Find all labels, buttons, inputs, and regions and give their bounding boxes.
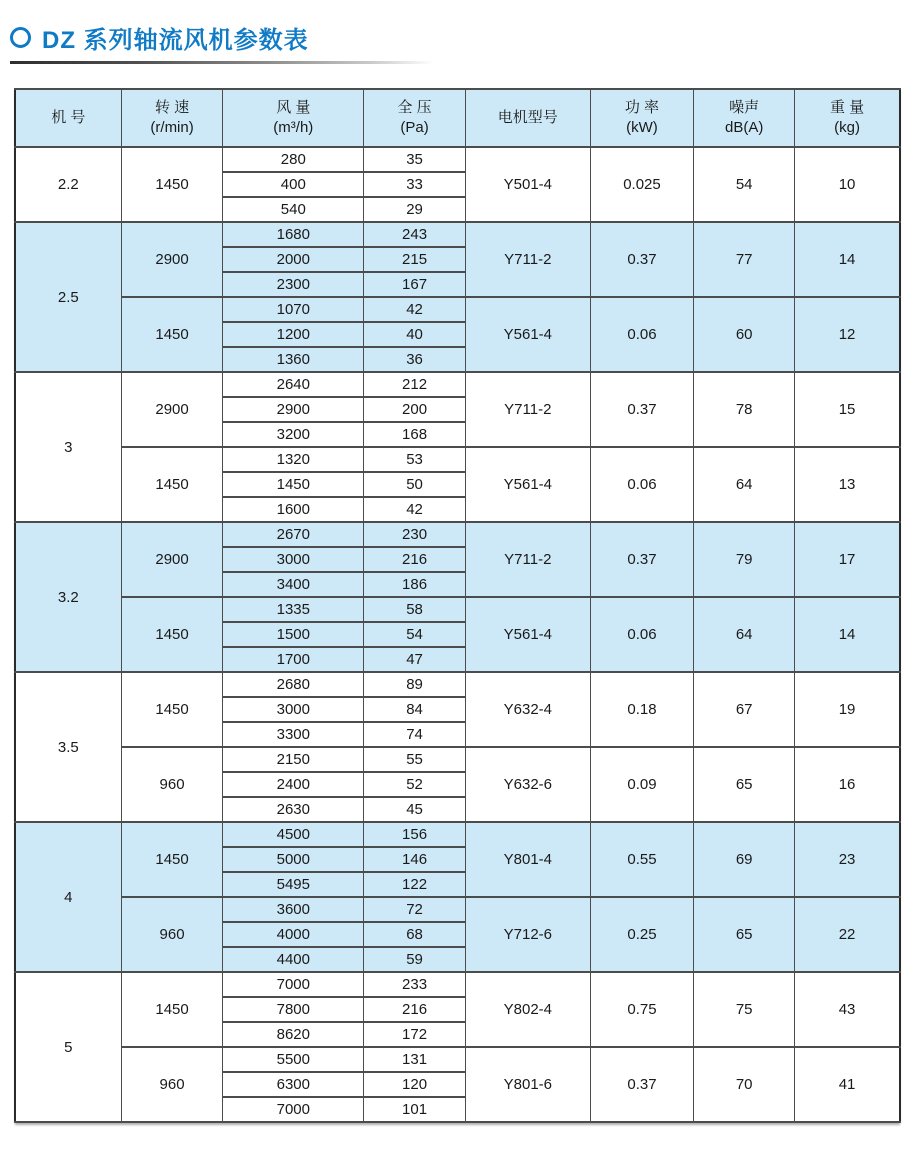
cell-airflow: 2680 (223, 672, 364, 697)
cell-pressure: 230 (364, 522, 466, 547)
cell-weight: 15 (795, 372, 900, 447)
column-header-label: 风 量 (276, 99, 311, 116)
cell-pressure: 47 (364, 647, 466, 672)
cell-power: 0.09 (590, 747, 694, 822)
cell-pressure: 84 (364, 697, 466, 722)
cell-pressure: 72 (364, 897, 466, 922)
cell-power: 0.06 (590, 447, 694, 522)
cell-power: 0.025 (590, 147, 694, 222)
cell-airflow: 6300 (223, 1072, 364, 1097)
cell-pressure: 122 (364, 872, 466, 897)
cell-pressure: 172 (364, 1022, 466, 1047)
column-header-label: 全 压 (397, 99, 432, 116)
cell-noise: 70 (694, 1047, 795, 1122)
cell-noise: 75 (694, 972, 795, 1047)
cell-fan-size: 5 (15, 972, 121, 1122)
cell-pressure: 120 (364, 1072, 466, 1097)
cell-pressure: 168 (364, 422, 466, 447)
cell-weight: 16 (795, 747, 900, 822)
column-header-unit: (m³/h) (273, 119, 314, 136)
cell-fan-size: 2.2 (15, 147, 121, 222)
cell-weight: 13 (795, 447, 900, 522)
cell-motor-model: Y561-4 (465, 447, 590, 522)
cell-pressure: 74 (364, 722, 466, 747)
cell-airflow: 2000 (223, 247, 364, 272)
column-header-unit: (Pa) (400, 119, 429, 136)
cell-noise: 69 (694, 822, 795, 897)
cell-airflow: 3000 (223, 697, 364, 722)
table-row (15, 597, 900, 622)
cell-power: 0.06 (590, 297, 694, 372)
cell-motor-model: Y711-2 (465, 372, 590, 447)
column-header-4 (465, 89, 590, 147)
cell-pressure: 212 (364, 372, 466, 397)
cell-motor-model: Y501-4 (465, 147, 590, 222)
cell-airflow: 3300 (223, 722, 364, 747)
cell-weight: 10 (795, 147, 900, 222)
cell-fan-size: 3.5 (15, 672, 121, 822)
cell-motor-model: Y632-4 (465, 672, 590, 747)
cell-pressure: 40 (364, 322, 466, 347)
cell-airflow: 1680 (223, 222, 364, 247)
page-title: DZ 系列轴流风机参数表 (42, 27, 309, 54)
cell-motor-model: Y632-6 (465, 747, 590, 822)
column-header-7 (795, 89, 900, 147)
cell-pressure: 52 (364, 772, 466, 797)
cell-pressure: 167 (364, 272, 466, 297)
cell-speed: 960 (121, 897, 223, 972)
cell-noise: 65 (694, 897, 795, 972)
title-underline (10, 61, 434, 64)
cell-fan-size: 4 (15, 822, 121, 972)
cell-power: 0.06 (590, 597, 694, 672)
cell-fan-size: 2.5 (15, 222, 121, 372)
cell-pressure: 146 (364, 847, 466, 872)
cell-fan-size: 3 (15, 372, 121, 522)
cell-weight: 19 (795, 672, 900, 747)
cell-airflow: 2640 (223, 372, 364, 397)
cell-pressure: 216 (364, 997, 466, 1022)
column-header-unit: (r/min) (150, 119, 194, 136)
cell-pressure: 156 (364, 822, 466, 847)
cell-airflow: 2900 (223, 397, 364, 422)
cell-weight: 22 (795, 897, 900, 972)
cell-airflow: 3600 (223, 897, 364, 922)
cell-pressure: 58 (364, 597, 466, 622)
column-header-label: 重 量 (829, 99, 865, 116)
table-row (15, 672, 900, 697)
cell-speed: 1450 (121, 597, 223, 672)
bullet-circle-icon (10, 27, 31, 48)
cell-pressure: 89 (364, 672, 466, 697)
cell-pressure: 54 (364, 622, 466, 647)
cell-speed: 1450 (121, 672, 223, 747)
column-header-unit: (kg) (834, 119, 860, 136)
cell-pressure: 33 (364, 172, 466, 197)
cell-airflow: 4000 (223, 922, 364, 947)
column-header-2 (223, 89, 364, 147)
cell-noise: 67 (694, 672, 795, 747)
cell-weight: 14 (795, 222, 900, 297)
cell-motor-model: Y711-2 (465, 222, 590, 297)
column-header-label: 机 号 (51, 109, 86, 126)
table-row (15, 297, 900, 322)
cell-noise: 77 (694, 222, 795, 297)
cell-power: 0.37 (590, 1047, 694, 1122)
cell-airflow: 2670 (223, 522, 364, 547)
cell-airflow: 7800 (223, 997, 364, 1022)
cell-pressure: 243 (364, 222, 466, 247)
cell-power: 0.75 (590, 972, 694, 1047)
cell-weight: 12 (795, 297, 900, 372)
cell-pressure: 233 (364, 972, 466, 997)
cell-noise: 65 (694, 747, 795, 822)
cell-airflow: 540 (223, 197, 364, 222)
cell-speed: 2900 (121, 372, 223, 447)
cell-power: 0.37 (590, 222, 694, 297)
table-row (15, 447, 900, 472)
column-header-label: 电机型号 (497, 109, 558, 126)
column-header-1 (121, 89, 223, 147)
cell-airflow: 5500 (223, 1047, 364, 1072)
cell-airflow: 2630 (223, 797, 364, 822)
cell-pressure: 215 (364, 247, 466, 272)
cell-noise: 79 (694, 522, 795, 597)
cell-weight: 17 (795, 522, 900, 597)
cell-speed: 2900 (121, 522, 223, 597)
cell-pressure: 59 (364, 947, 466, 972)
cell-power: 0.25 (590, 897, 694, 972)
column-header-unit: (kW) (626, 119, 658, 136)
cell-motor-model: Y801-6 (465, 1047, 590, 1122)
column-header-label: 噪声 (729, 99, 760, 116)
column-header-6 (694, 89, 795, 147)
cell-power: 0.55 (590, 822, 694, 897)
cell-speed: 1450 (121, 297, 223, 372)
cell-airflow: 5495 (223, 872, 364, 897)
column-header-unit: dB(A) (725, 119, 764, 136)
column-header-3 (364, 89, 466, 147)
cell-motor-model: Y801-4 (465, 822, 590, 897)
cell-airflow: 4500 (223, 822, 364, 847)
cell-motor-model: Y712-6 (465, 897, 590, 972)
cell-airflow: 4400 (223, 947, 364, 972)
cell-airflow: 400 (223, 172, 364, 197)
table-header-row (15, 89, 900, 147)
table-row (15, 222, 900, 247)
cell-airflow: 7000 (223, 972, 364, 997)
cell-airflow: 280 (223, 147, 364, 172)
cell-airflow: 8620 (223, 1022, 364, 1047)
table-row (15, 372, 900, 397)
cell-pressure: 68 (364, 922, 466, 947)
cell-pressure: 53 (364, 447, 466, 472)
fan-parameters-table (14, 88, 901, 1123)
cell-noise: 64 (694, 597, 795, 672)
cell-pressure: 101 (364, 1097, 466, 1122)
cell-noise: 78 (694, 372, 795, 447)
cell-airflow: 2150 (223, 747, 364, 772)
column-header-5 (590, 89, 694, 147)
cell-speed: 1450 (121, 147, 223, 222)
cell-power: 0.37 (590, 372, 694, 447)
cell-airflow: 7000 (223, 1097, 364, 1122)
cell-speed: 1450 (121, 822, 223, 897)
cell-pressure: 42 (364, 297, 466, 322)
cell-airflow: 5000 (223, 847, 364, 872)
cell-motor-model: Y561-4 (465, 297, 590, 372)
cell-pressure: 55 (364, 747, 466, 772)
cell-airflow: 1070 (223, 297, 364, 322)
cell-airflow: 3200 (223, 422, 364, 447)
cell-pressure: 131 (364, 1047, 466, 1072)
cell-pressure: 50 (364, 472, 466, 497)
cell-pressure: 186 (364, 572, 466, 597)
cell-speed: 2900 (121, 222, 223, 297)
cell-motor-model: Y561-4 (465, 597, 590, 672)
cell-speed: 1450 (121, 972, 223, 1047)
table-row (15, 522, 900, 547)
cell-speed: 960 (121, 747, 223, 822)
cell-airflow: 1360 (223, 347, 364, 372)
cell-motor-model: Y802-4 (465, 972, 590, 1047)
cell-pressure: 45 (364, 797, 466, 822)
table-row (15, 897, 900, 922)
cell-weight: 14 (795, 597, 900, 672)
cell-airflow: 3000 (223, 547, 364, 572)
cell-weight: 23 (795, 822, 900, 897)
cell-airflow: 1335 (223, 597, 364, 622)
cell-pressure: 216 (364, 547, 466, 572)
cell-fan-size: 3.2 (15, 522, 121, 672)
cell-airflow: 1600 (223, 497, 364, 522)
cell-power: 0.18 (590, 672, 694, 747)
cell-noise: 60 (694, 297, 795, 372)
cell-airflow: 1200 (223, 322, 364, 347)
cell-pressure: 36 (364, 347, 466, 372)
cell-speed: 1450 (121, 447, 223, 522)
cell-airflow: 1700 (223, 647, 364, 672)
cell-pressure: 35 (364, 147, 466, 172)
cell-pressure: 42 (364, 497, 466, 522)
cell-airflow: 2400 (223, 772, 364, 797)
column-header-label: 转 速 (154, 99, 190, 116)
cell-airflow: 1320 (223, 447, 364, 472)
cell-noise: 54 (694, 147, 795, 222)
title-block (10, 20, 910, 64)
table-row (15, 822, 900, 847)
cell-airflow: 2300 (223, 272, 364, 297)
cell-power: 0.37 (590, 522, 694, 597)
table-row (15, 747, 900, 772)
cell-weight: 41 (795, 1047, 900, 1122)
column-header-label: 功 率 (624, 99, 660, 116)
cell-motor-model: Y711-2 (465, 522, 590, 597)
cell-airflow: 1500 (223, 622, 364, 647)
cell-airflow: 3400 (223, 572, 364, 597)
cell-pressure: 200 (364, 397, 466, 422)
table-row (15, 147, 900, 172)
cell-pressure: 29 (364, 197, 466, 222)
column-header-0 (15, 89, 121, 147)
table-row (15, 972, 900, 997)
cell-airflow: 1450 (223, 472, 364, 497)
cell-speed: 960 (121, 1047, 223, 1122)
cell-weight: 43 (795, 972, 900, 1047)
table-row (15, 1047, 900, 1072)
cell-noise: 64 (694, 447, 795, 522)
table-body (15, 147, 900, 1122)
